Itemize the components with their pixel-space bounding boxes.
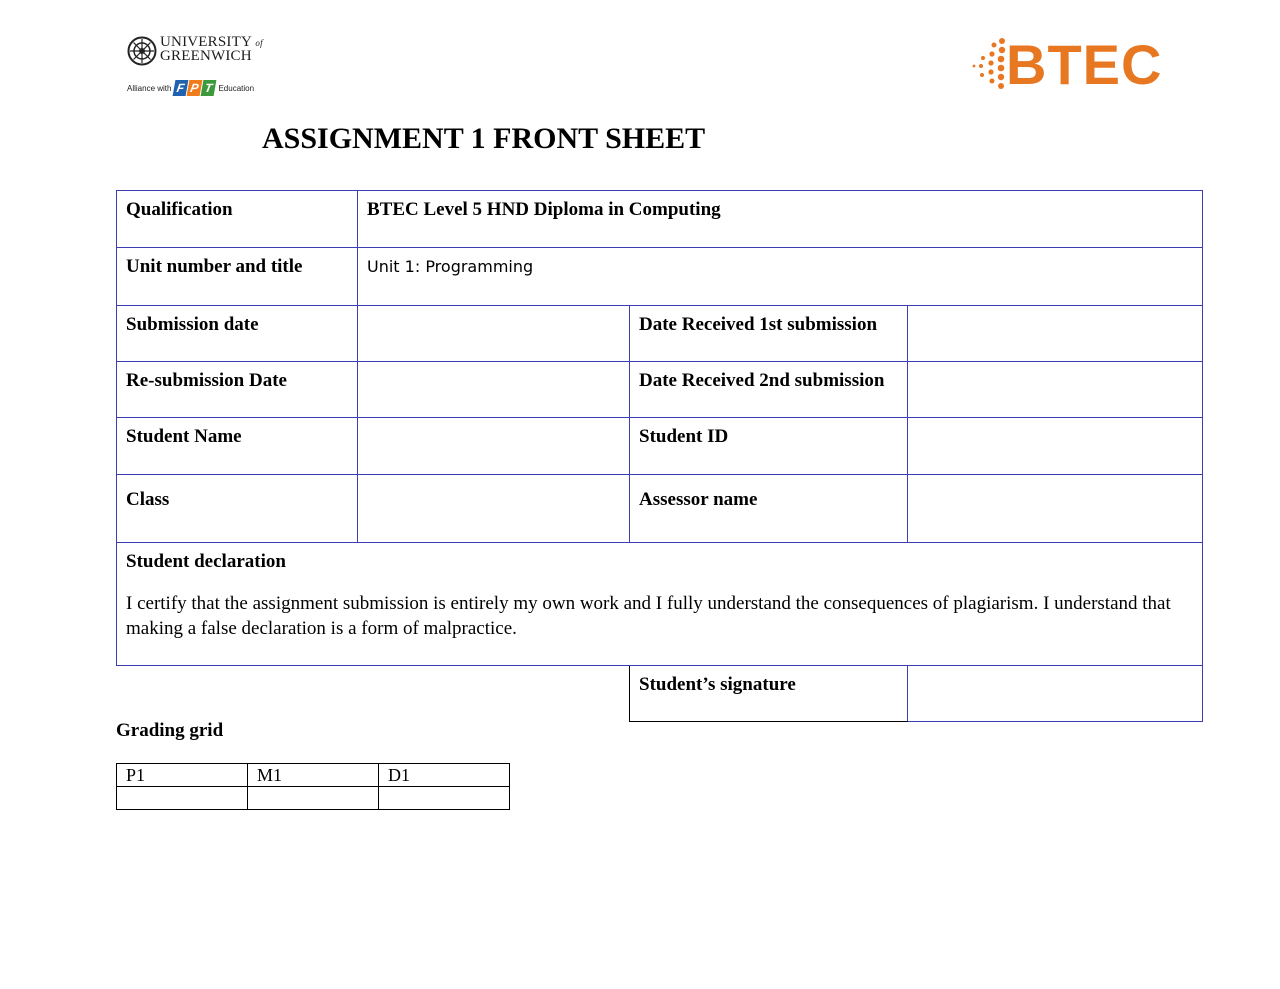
fpt-letter-t: T (201, 80, 217, 96)
grade-value-m1[interactable] (248, 787, 379, 810)
grading-value-row (117, 787, 510, 810)
date-received-1-label: Date Received 1st submission (630, 306, 908, 362)
declaration-row (117, 543, 1203, 666)
date-received-1-field[interactable] (908, 306, 1203, 362)
resubmission-row (117, 362, 1203, 418)
student-id-label: Student ID (630, 418, 908, 475)
declaration-text: I certify that the assignment submission is entirely my own work and I fully understand the consequences of plagiarism. I understand that making a false declaration is a form of malpractice. (126, 593, 1171, 639)
grade-header-p1: P1 (117, 764, 248, 787)
declaration-cell (117, 543, 1203, 666)
grading-header-row (117, 764, 510, 787)
submission-row (117, 306, 1203, 362)
submission-date-field[interactable] (358, 306, 630, 362)
page-title: ASSIGNMENT 1 FRONT SHEET (262, 122, 706, 155)
signature-field[interactable] (908, 666, 1203, 722)
university-of-greenwich-logo (124, 34, 264, 104)
class-label: Class (117, 475, 358, 543)
unit-label: Unit number and title (117, 248, 358, 306)
student-name-field[interactable] (358, 418, 630, 475)
submission-date-label: Submission date (117, 306, 358, 362)
signature-row (630, 666, 1203, 722)
student-row (117, 418, 1203, 475)
university-of-word: of (255, 38, 263, 48)
fpt-letter-p: P (187, 80, 203, 96)
btec-wordmark: BTEC (1006, 33, 1163, 96)
university-name (160, 36, 263, 63)
resubmission-date-field[interactable] (358, 362, 630, 418)
grade-header-m1: M1 (248, 764, 379, 787)
alliance-prefix: Alliance with (127, 83, 172, 93)
university-seal-icon (127, 36, 157, 66)
grade-header-d1: D1 (379, 764, 510, 787)
qualification-row (117, 191, 1203, 248)
student-id-field[interactable] (908, 418, 1203, 475)
qualification-value: BTEC Level 5 HND Diploma in Computing (358, 191, 1203, 248)
fpt-logo (174, 80, 215, 96)
grading-grid (116, 763, 510, 810)
grading-grid-title: Grading grid (116, 720, 224, 741)
date-received-2-field[interactable] (908, 362, 1203, 418)
university-name-line2: GREENWICH (160, 48, 252, 64)
assessor-field[interactable] (908, 475, 1203, 543)
signature-label: Student’s signature (630, 666, 908, 722)
alliance-suffix: Education (218, 83, 255, 93)
qualification-label: Qualification (117, 191, 358, 248)
btec-logo (970, 34, 1170, 98)
alliance-line (127, 80, 254, 96)
declaration-heading: Student declaration (126, 551, 286, 572)
university-name-line1: UNIVERSITY (160, 34, 252, 50)
unit-row (117, 248, 1203, 306)
class-field[interactable] (358, 475, 630, 543)
unit-value-cell (358, 248, 1203, 306)
front-sheet-table (116, 190, 1203, 666)
btec-dots-icon (970, 36, 1006, 92)
grade-value-d1[interactable] (379, 787, 510, 810)
unit-value: Unit 1: Programming (367, 257, 534, 276)
student-name-label: Student Name (117, 418, 358, 475)
signature-table (629, 665, 1203, 722)
assessor-label: Assessor name (630, 475, 908, 543)
fpt-letter-f: F (173, 80, 189, 96)
resubmission-date-label: Re-submission Date (117, 362, 358, 418)
class-row (117, 475, 1203, 543)
grade-value-p1[interactable] (117, 787, 248, 810)
date-received-2-label: Date Received 2nd submission (630, 362, 908, 418)
